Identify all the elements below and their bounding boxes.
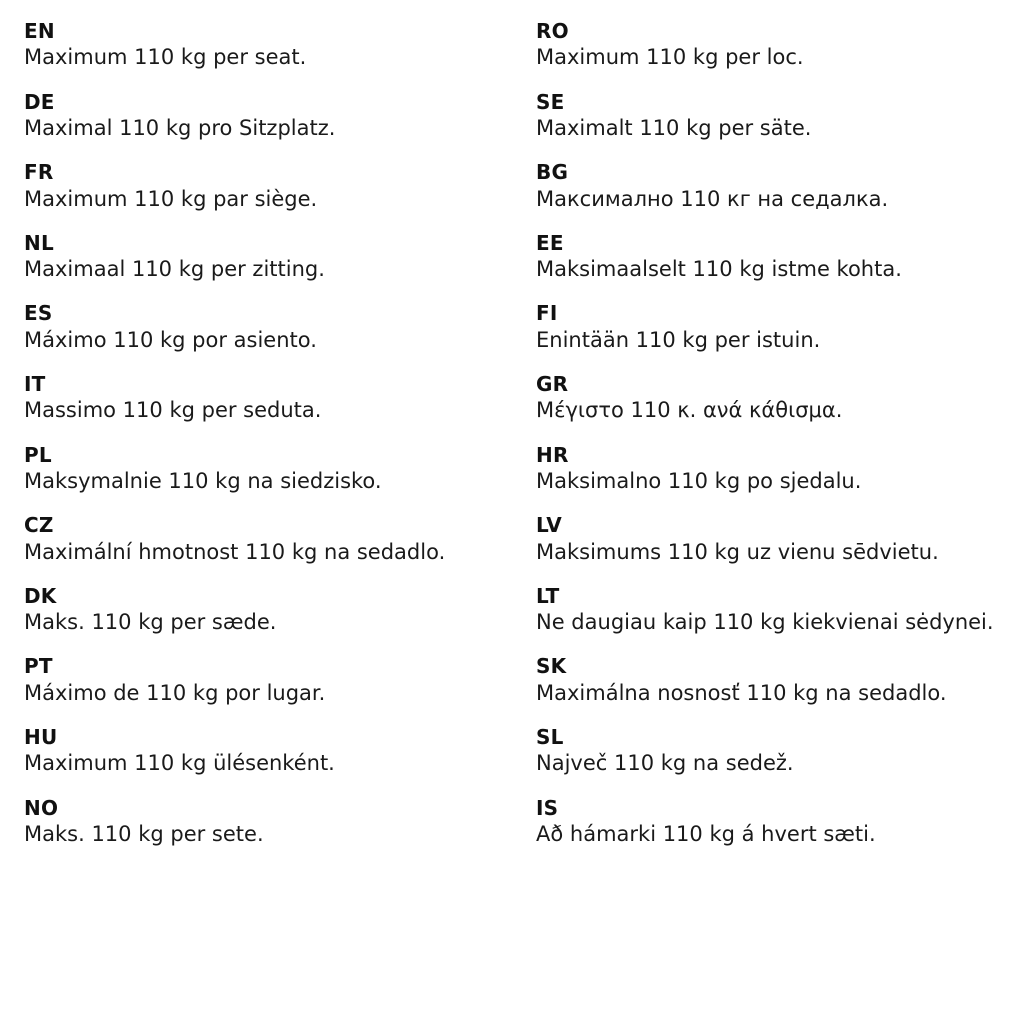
language-text: Μέγιστο 110 κ. ανά κάθισμα. [536,398,843,423]
language-code: FR [24,160,54,185]
language-code: HU [24,725,58,750]
language-code: LT [536,583,560,608]
language-text: Максимално 110 кг на седалка. [536,186,889,211]
language-text: Maximalt 110 kg per säte. [536,116,812,140]
language-text: Maksimaalselt 110 kg istme kohta. [536,257,902,282]
list-item [24,653,488,707]
language-code: FI [536,301,558,326]
list-item [24,442,488,496]
list-item [24,230,488,284]
list-item [536,795,1000,849]
list-item [536,230,1000,284]
language-code: IS [536,795,559,820]
list-item [536,89,1000,143]
language-code: SK [536,654,567,679]
language-code: NO [24,795,59,820]
language-text: Maximum 110 kg par siège. [24,186,318,211]
language-code: IT [24,372,46,397]
list-item [24,300,488,354]
list-item [536,159,1000,213]
language-code: GR [536,372,569,397]
language-text: Maks. 110 kg per sete. [24,822,264,847]
right-column [512,18,1000,1014]
language-code: HR [536,442,569,467]
list-item [24,18,488,72]
language-code: NL [24,230,54,255]
language-code: SE [536,89,565,114]
language-text: Maksimalno 110 kg po sjedalu. [536,469,862,494]
language-text: Maximální hmotnost 110 kg na sedadlo. [24,539,446,564]
left-column [24,18,512,1014]
language-code: PT [24,654,53,679]
language-text: Maksimums 110 kg uz vienu sēdvietu. [536,539,939,564]
list-item [24,583,488,637]
list-item [24,795,488,849]
list-item [536,300,1000,354]
list-item [536,724,1000,778]
language-text: Maximálna nosnosť 110 kg na sedadlo. [536,680,947,705]
language-code: CZ [24,513,54,538]
list-item [536,512,1000,566]
language-text: Maximum 110 kg per seat. [24,45,307,70]
language-text: Največ 110 kg na sedež. [536,751,794,776]
language-text: Að hámarki 110 kg á hvert sæti. [536,822,876,847]
language-code: EE [536,230,564,255]
language-text: Máximo 110 kg por asiento. [24,327,317,352]
language-code: DK [24,583,57,608]
list-item [24,371,488,425]
list-item [24,724,488,778]
language-text: Maksymalnie 110 kg na siedzisko. [24,469,382,494]
language-text: Máximo de 110 kg por lugar. [24,680,326,705]
list-item [24,512,488,566]
language-text: Maximum 110 kg per loc. [536,45,804,70]
language-text: Maximal 110 kg pro Sitzplatz. [24,116,336,140]
language-code: ES [24,301,53,326]
list-item [536,18,1000,72]
language-code: DE [24,89,55,114]
list-item [24,89,488,143]
language-text: Ne daugiau kaip 110 kg kiekvienai sėdynei. [536,610,994,635]
language-text: Massimo 110 kg per seduta. [24,398,322,423]
language-text: Enintään 110 kg per istuin. [536,327,821,352]
list-item [536,653,1000,707]
language-text: Maximum 110 kg ülésenként. [24,751,335,776]
list-item [536,583,1000,637]
language-code: SL [536,725,564,750]
language-code: EN [24,19,55,43]
language-code: BG [536,160,569,185]
list-item [24,159,488,213]
language-text: Maks. 110 kg per sæde. [24,610,277,635]
list-item [536,371,1000,425]
language-code: LV [536,513,562,538]
language-code: RO [536,19,569,43]
language-text: Maximaal 110 kg per zitting. [24,257,325,282]
list-item [536,442,1000,496]
language-code: PL [24,442,52,467]
